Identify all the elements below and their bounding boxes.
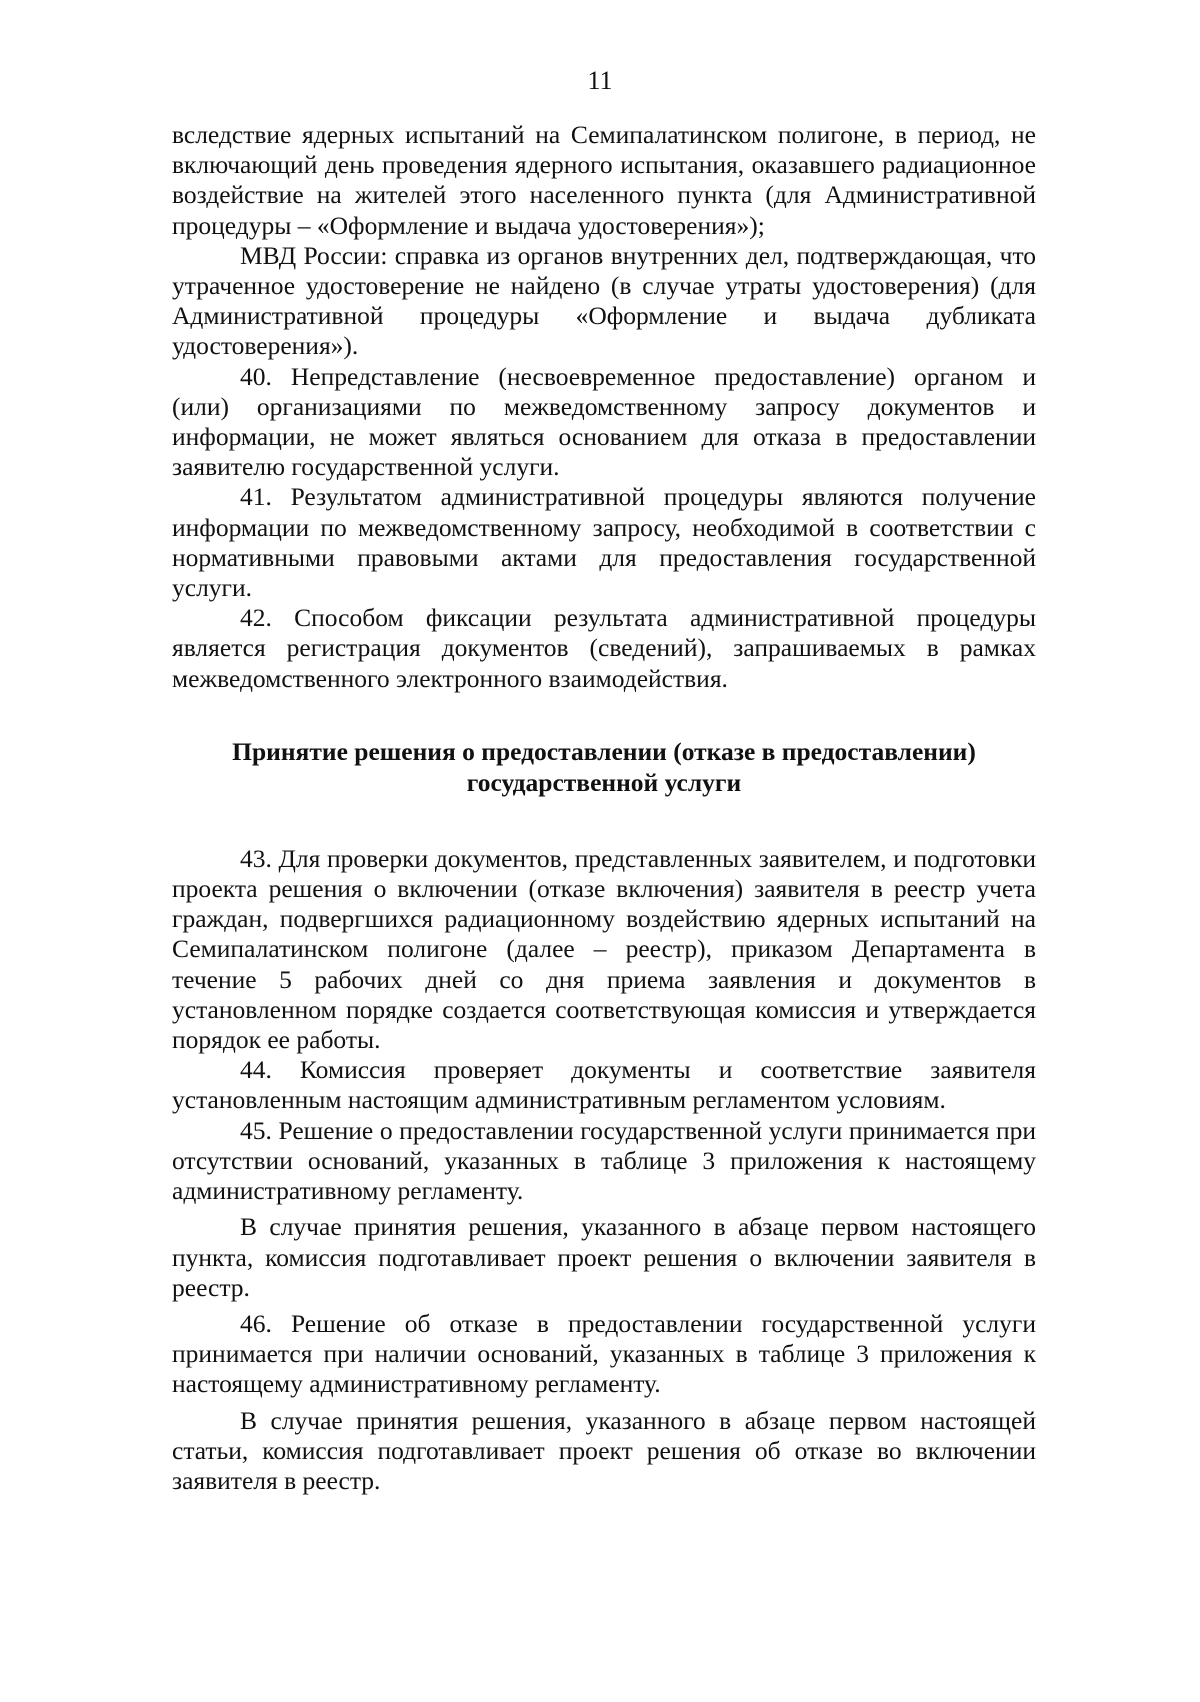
section-heading-line-2: государственной услуги — [466, 767, 742, 797]
paragraph-46: 46. Решение об отказе в предоставлении государственной услуги принимается при наличии оснований, указанных в таблице 3 приложения к настоящему административному регламенту. — [172, 1308, 1036, 1399]
section-heading-line-1: Принятие решения о предоставлении (отказе в предоставлении) — [232, 736, 976, 766]
paragraph-42: 42. Способом фиксации результата административной процедуры является регистрация документов (сведений), запрашиваемых в рамках межведомственного электронного взаимодействия. — [172, 603, 1036, 693]
paragraph-46-second: В случае принятия решения, указанного в абзаце первом настоящей статьи, комиссия подготавливает проект решения об отказе во включении заявителя в реестр. — [172, 1405, 1036, 1495]
section-heading — [172, 736, 1036, 798]
paragraph-45-second: В случае принятия решения, указанного в абзаце первом настоящего пункта, комиссия подготавливает проект решения о включении заявителя в реестр. — [172, 1212, 1036, 1302]
paragraph-41: 41. Результатом административной процедуры являются получение информации по межведомственному запросу, необходимой в соответствии с нормативными правовыми актами для предоставления государственной услуги. — [172, 482, 1036, 603]
paragraph-mvd: МВД России: справка из органов внутренних дел, подтверждающая, что утраченное удостоверение не найдено (в случае утраты удостоверения) (для Административной процедуры «Оформление и выдача дубликата удостоверения»). — [172, 240, 1036, 361]
paragraph-40: 40. Непредставление (несвоевременное предоставление) органом и (или) организациями по межведомственному запросу документов и информации, не может являться основанием для отказа в предоставлении заявителю государственной услуги. — [172, 361, 1036, 482]
paragraph-44: 44. Комиссия проверяет документы и соответствие заявителя установленным настоящим административным регламентом условиям. — [172, 1055, 1036, 1115]
document-body — [172, 120, 1036, 1496]
paragraph-45: 45. Решение о предоставлении государственной услуги принимается при отсутствии оснований, указанных в таблице 3 приложения к настоящему административному регламенту. — [172, 1115, 1036, 1206]
paragraph-43: 43. Для проверки документов, представленных заявителем, и подготовки проекта решения о включении (отказе включения) заявителя в реестр учета граждан, подвергшихся радиационному воздействию ядерных испытаний на Семипалатинском полигоне (далее – реестр), приказом Департамента в течение 5 рабочих дней со дня приема заявления и документов в установленном порядке создается соответствующая комиссия и утверждается порядок ее работы. — [172, 843, 1036, 1055]
paragraph-continuation: вследствие ядерных испытаний на Семипалатинском полигоне, в период, не включающий день проведения ядерного испытания, оказавшего радиационное воздействие на жителей этого населенного пункта (для Административной процедуры – «Оформление и выдача удостоверения»); — [172, 120, 1036, 240]
page-number: 11 — [587, 66, 613, 95]
